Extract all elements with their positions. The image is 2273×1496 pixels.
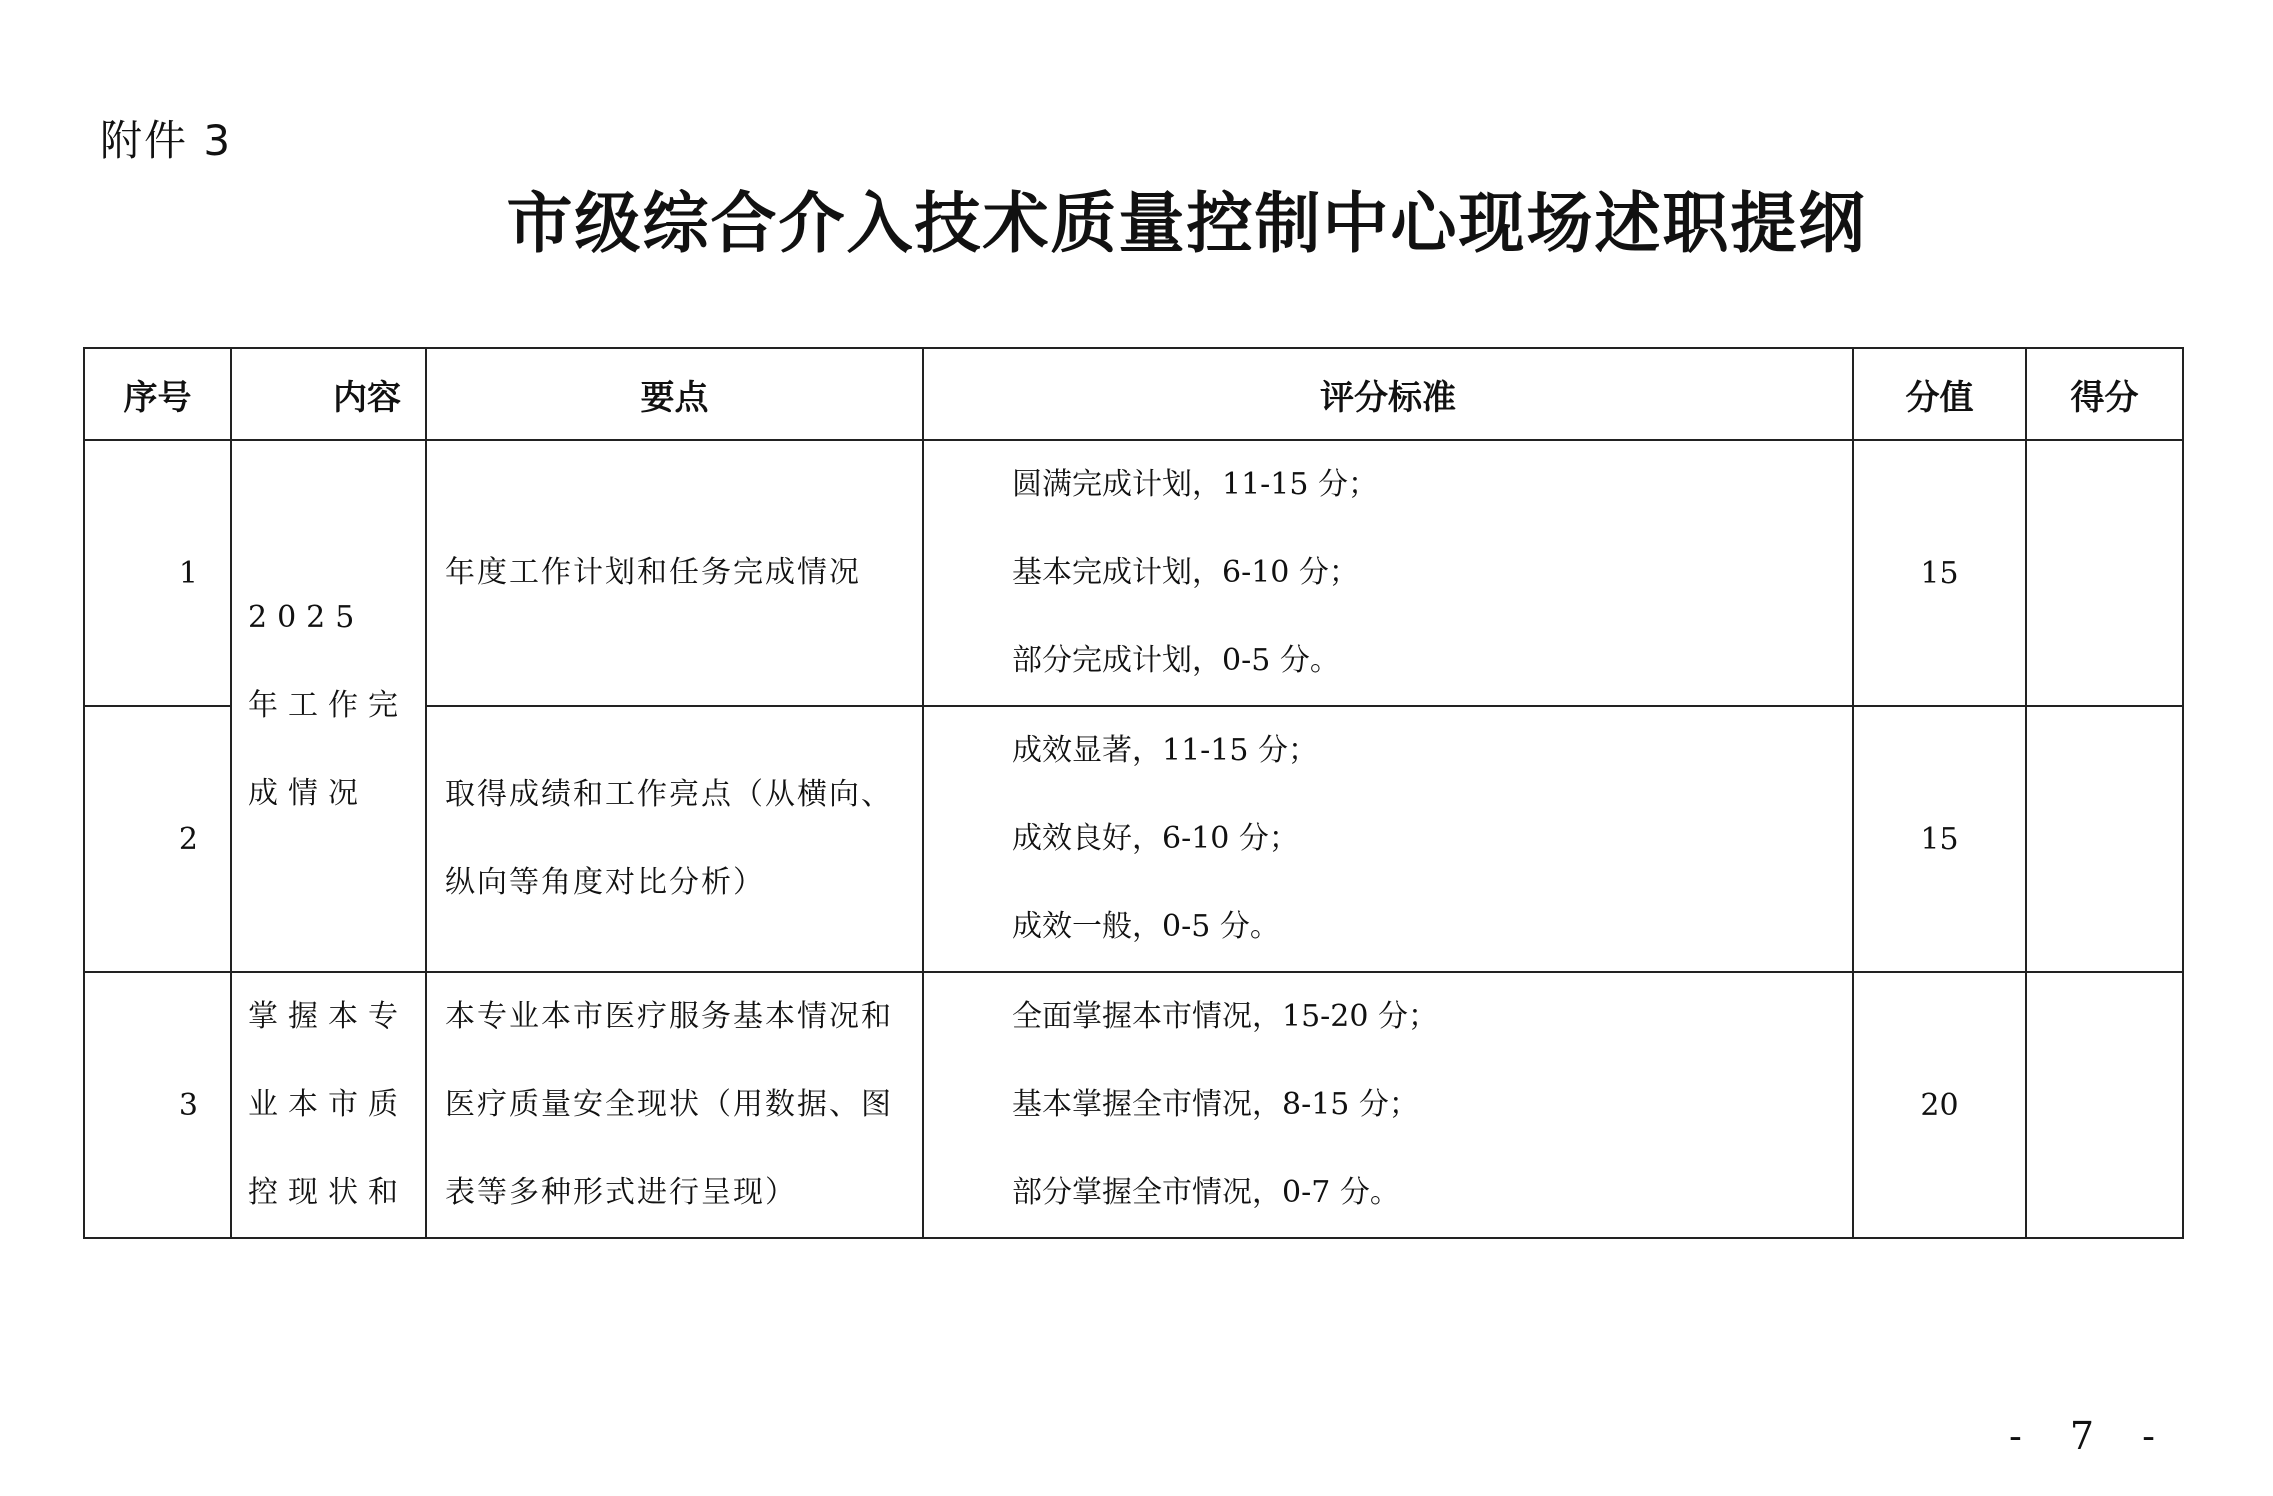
criteria-line: 圆满完成计划，11-15 分；: [1012, 467, 1379, 502]
row-score: 15: [1853, 706, 2026, 972]
row-points: 取得成绩和工作亮点（从横向、纵向等角度对比分析）: [426, 706, 923, 972]
row-index: 1: [84, 440, 231, 706]
criteria-line: 基本掌握全市情况，8-15 分；: [1012, 1087, 1419, 1122]
table-row: [84, 440, 2183, 706]
row-earned: [2026, 972, 2183, 1238]
row-points: 本专业本市医疗服务基本情况和医疗质量安全现状（用数据、图表等多种形式进行呈现）: [426, 972, 923, 1238]
criteria-line: 部分完成计划，0-5 分。: [1012, 643, 1340, 678]
row-content: 掌握本专业本市质控现状和: [231, 972, 426, 1238]
document-title: 市级综合介入技术质量控制中心现场述职提纲: [506, 184, 1867, 262]
page-number: - 7 -: [2008, 1414, 2173, 1458]
header-score: 分值: [1853, 348, 2026, 440]
criteria-line: 部分掌握全市情况，0-7 分。: [1012, 1175, 1400, 1210]
row-earned: [2026, 706, 2183, 972]
row-criteria: [923, 706, 1853, 972]
row-score: 20: [1853, 972, 2026, 1238]
row-criteria: [923, 972, 1853, 1238]
criteria-line: 成效良好，6-10 分；: [1012, 821, 1299, 856]
row-points: 年度工作计划和任务完成情况: [426, 440, 923, 706]
row-content: 2025 年工作完成情况: [231, 440, 426, 972]
row-score: 15: [1853, 440, 2026, 706]
table-header-row: [84, 348, 2183, 440]
row-index: 2: [84, 706, 231, 972]
header-criteria: 评分标准: [923, 348, 1853, 440]
criteria-line: 全面掌握本市情况，15-20 分；: [1012, 999, 1439, 1034]
criteria-line: 成效显著，11-15 分；: [1012, 733, 1319, 768]
row-index: 3: [84, 972, 231, 1238]
header-index: 序号: [84, 348, 231, 440]
row-earned: [2026, 440, 2183, 706]
attachment-label: 附件 3: [100, 116, 233, 165]
criteria-line: 基本完成计划，6-10 分；: [1012, 555, 1359, 590]
header-points: 要点: [426, 348, 923, 440]
header-content: 内容: [231, 348, 426, 440]
criteria-line: 成效一般，0-5 分。: [1012, 909, 1280, 944]
table-row: [84, 972, 2183, 1238]
row-criteria: [923, 440, 1853, 706]
outline-table: [83, 347, 2184, 1239]
header-earned: 得分: [2026, 348, 2183, 440]
